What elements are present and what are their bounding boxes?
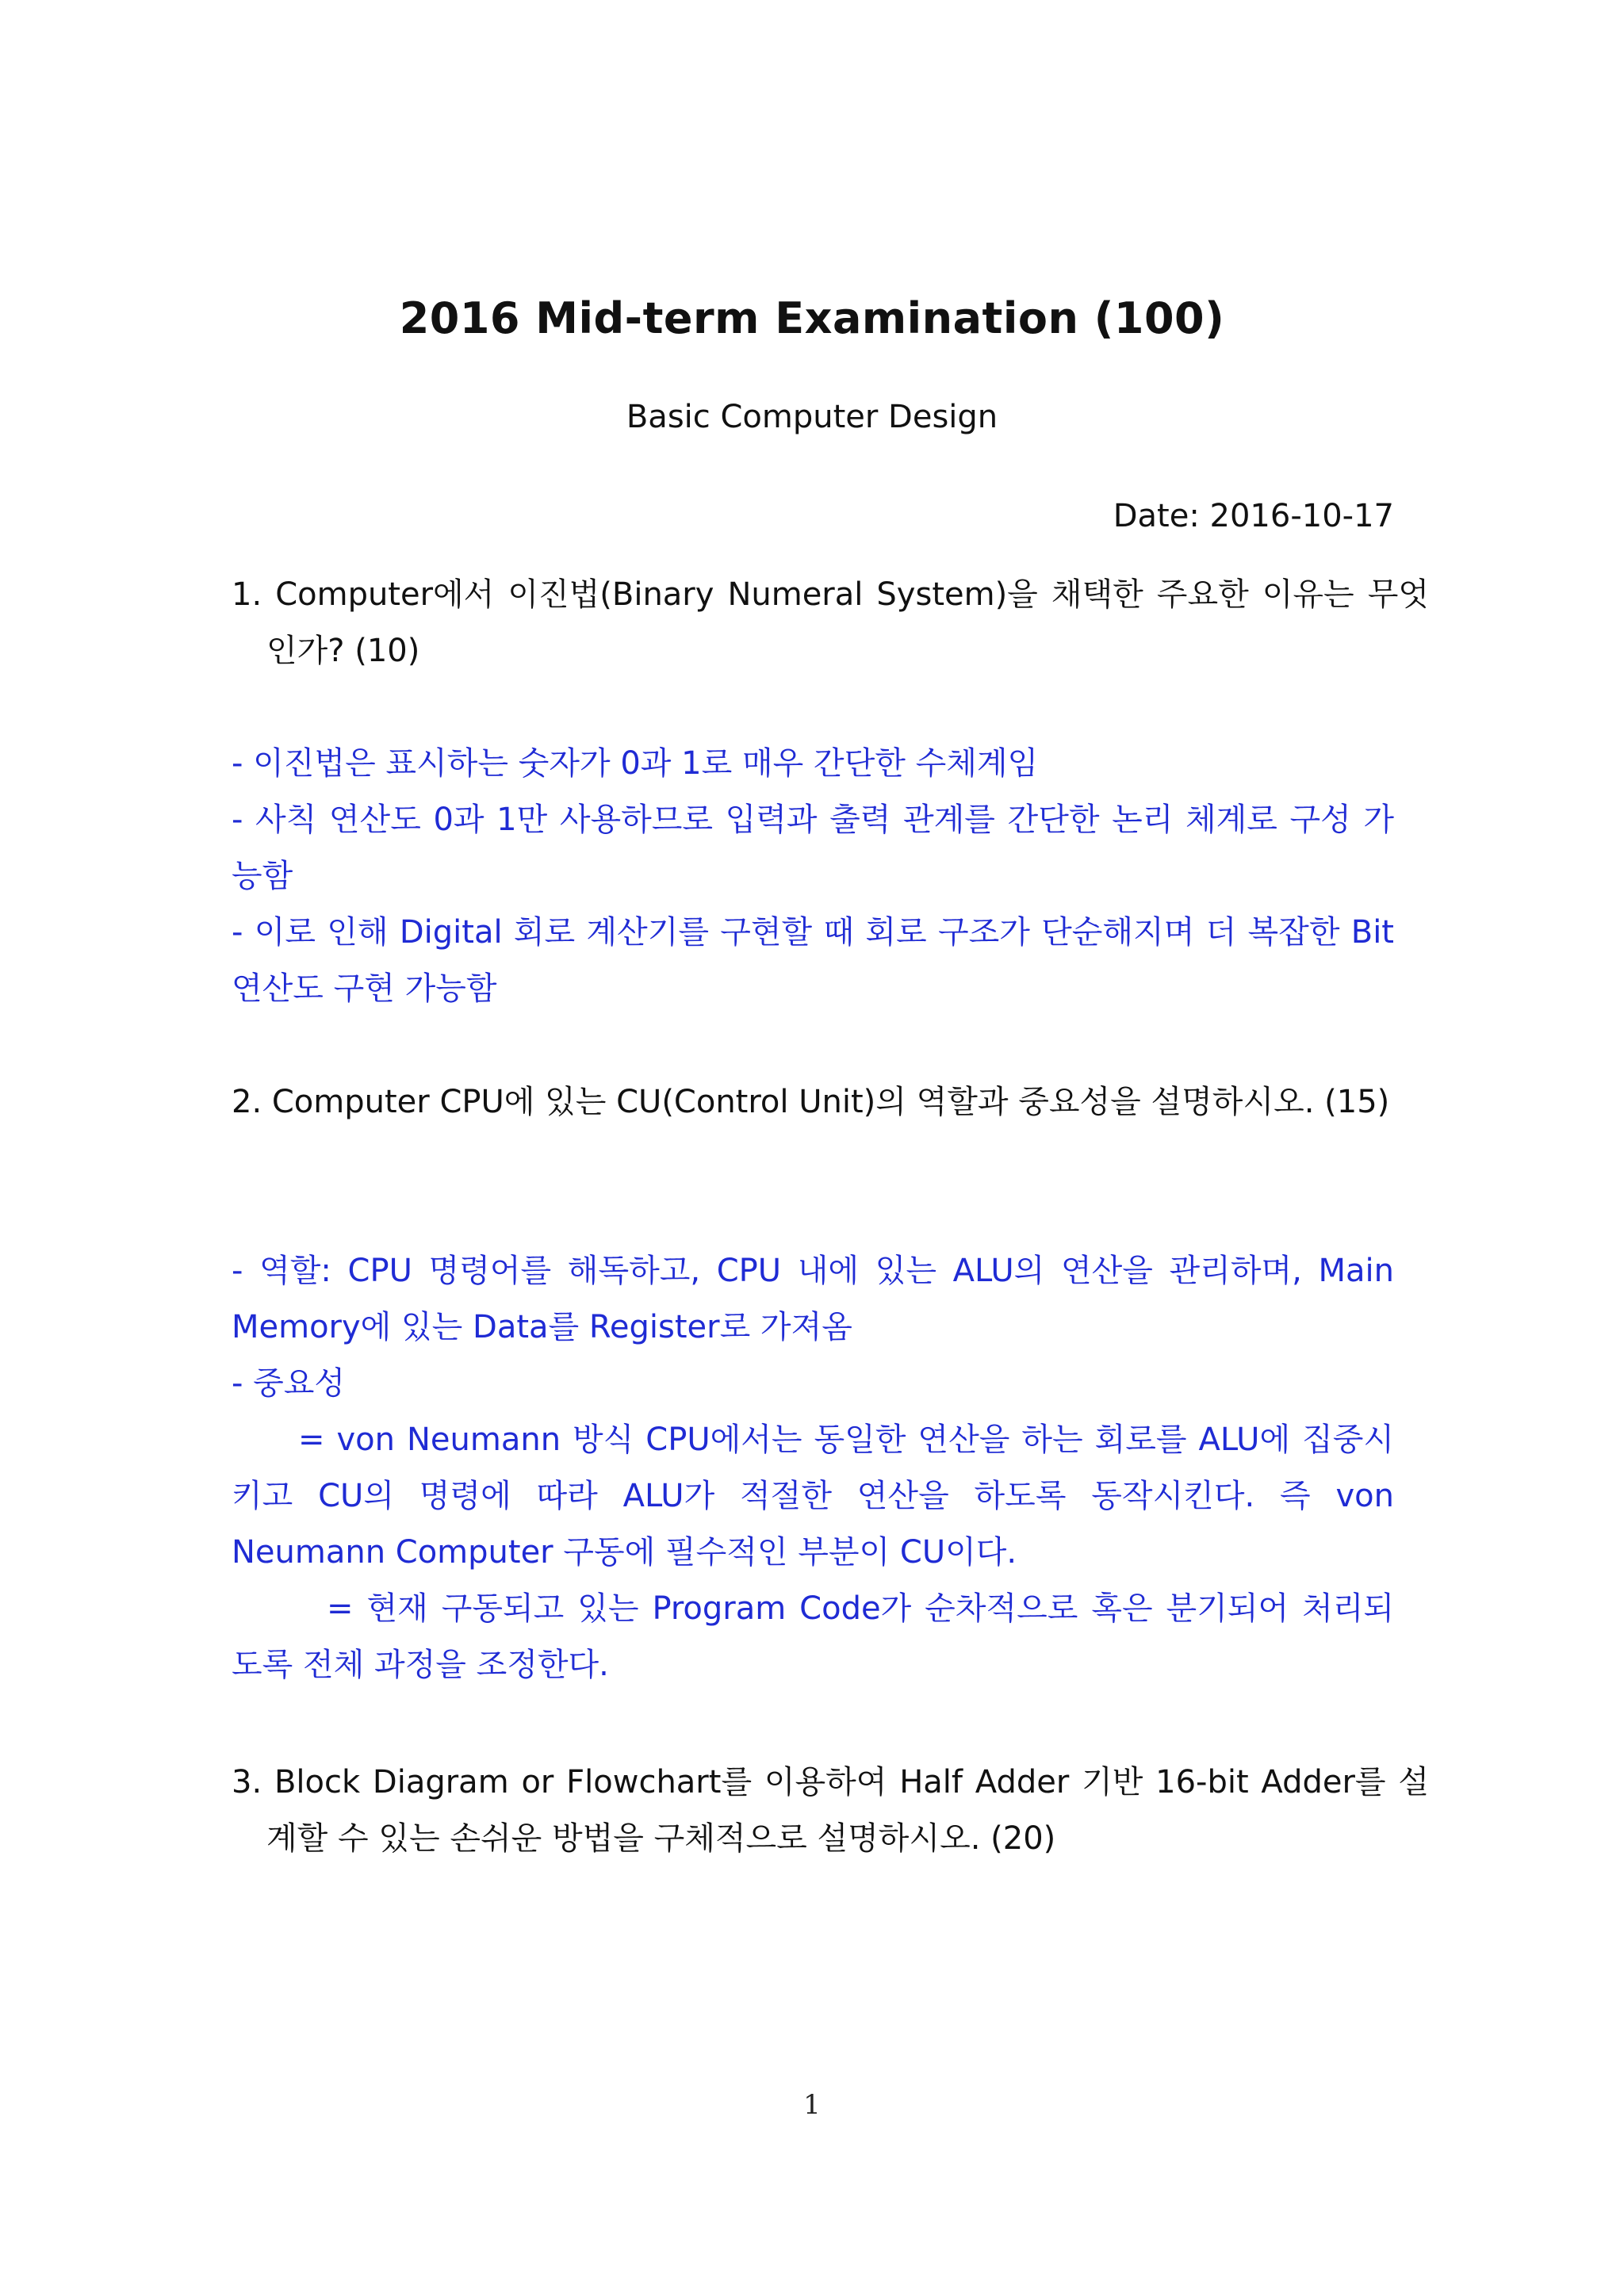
question-3-text: 3. Block Diagram or Flowchart를 이용하여 Half Adder 기반 16-bit Adder를 설계할 수 있는 손쉬운 방법을 구체적으로 설명하시오. (20) [232, 1764, 1429, 1857]
question-1-text: 1. Computer에서 이진법(Binary Numeral System)을 채택한 주요한 이유는 무엇인가? (10) [232, 576, 1429, 669]
answer-1-line-2: - 사칙 연산도 0과 1만 사용하므로 입력과 출력 관계를 간단한 논리 체계로 구성 가능함 [232, 802, 1394, 894]
question-3 [232, 1755, 1429, 1867]
answer-2-importance-1: = von Neumann 방식 CPU에서는 동일한 연산을 하는 회로를 ALU에 집중시키고 CU의 명령에 따라 ALU가 적절한 연산을 하도록 동작시킨다. 즉 von Neumann Computer 구동에 필수적인 부분이 CU이다. [232, 1422, 1394, 1571]
course-subtitle: Basic Computer Design [626, 399, 998, 435]
exam-date: Date: 2016-10-17 [1113, 498, 1394, 534]
page-title: 2016 Mid-term Examination (100) [399, 293, 1225, 343]
question-2-text: 2. Computer CPU에 있는 CU(Control Unit)의 역할과 중요성을 설명하시오. (15) [232, 1084, 1390, 1120]
answer-2-importance-2: = 현재 구동되고 있는 Program Code가 순차적으로 혹은 분기되어 처리되도록 전체 과정을 조정한다. [232, 1590, 1394, 1683]
answer-2-importance-heading: - 중요성 [232, 1365, 346, 1402]
answer-1 [232, 736, 1394, 1017]
answer-2 [232, 1243, 1394, 1693]
page-number: 1 [803, 2089, 821, 2121]
question-1 [232, 567, 1429, 679]
answer-1-line-1: - 이진법은 표시하는 숫자가 0과 1로 매우 간단한 수체계임 [232, 745, 1039, 782]
question-2 [232, 1074, 1394, 1131]
answer-1-line-3: - 이로 인해 Digital 회로 계산기를 구현할 때 회로 구조가 단순해지며 더 복잡한 Bit 연산도 구현 가능함 [232, 914, 1394, 1007]
answer-2-role: - 역할: CPU 명령어를 해독하고, CPU 내에 있는 ALU의 연산을 관리하며, Main Memory에 있는 Data를 Register로 가져옴 [232, 1253, 1394, 1345]
